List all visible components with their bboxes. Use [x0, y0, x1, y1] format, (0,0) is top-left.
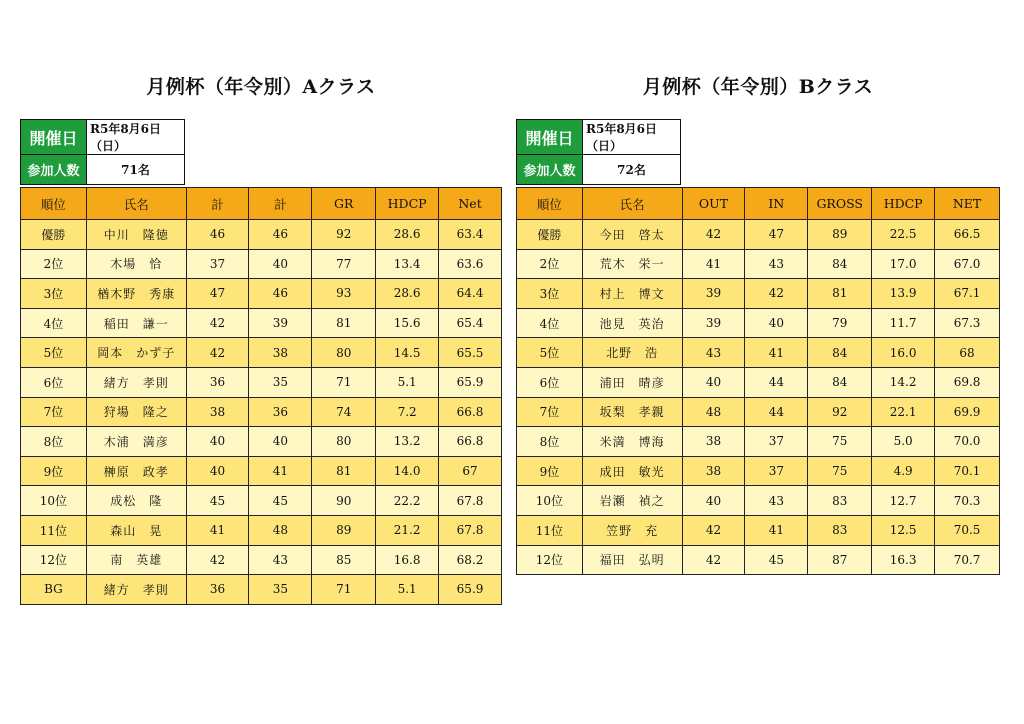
score-cell: 84 — [808, 249, 872, 279]
column-header: HDCP — [872, 188, 935, 220]
score-cell: 21.2 — [376, 515, 439, 545]
player-name-cell: 緒方 孝則 — [86, 367, 186, 397]
score-cell: 42 — [682, 515, 745, 545]
score-cell: 68 — [935, 338, 1000, 368]
score-cell: 7.2 — [376, 397, 439, 427]
score-cell: 81 — [312, 456, 376, 486]
table-row — [21, 427, 502, 457]
rank-cell: 10位 — [21, 486, 87, 516]
class-b-results-table — [516, 187, 1000, 575]
rank-cell: 8位 — [517, 427, 583, 457]
score-cell: 81 — [312, 308, 376, 338]
rank-cell: 3位 — [517, 279, 583, 309]
rank-cell: 9位 — [517, 456, 583, 486]
score-cell: 39 — [682, 308, 745, 338]
score-cell: 46 — [186, 220, 249, 250]
table-row — [21, 575, 502, 605]
score-cell: 67.1 — [935, 279, 1000, 309]
score-cell: 81 — [808, 279, 872, 309]
score-cell: 74 — [312, 397, 376, 427]
rank-cell: 2位 — [21, 249, 87, 279]
score-cell: 42 — [682, 220, 745, 250]
player-name-cell: 楢木野 秀康 — [86, 279, 186, 309]
score-cell: 67.3 — [935, 308, 1000, 338]
score-cell: 16.0 — [872, 338, 935, 368]
score-cell: 70.0 — [935, 427, 1000, 457]
table-row — [517, 220, 1000, 250]
score-cell: 5.0 — [872, 427, 935, 457]
class-a-header-row — [21, 188, 502, 220]
class-b-participants-value: 72名 — [583, 155, 681, 185]
score-cell: 36 — [249, 397, 312, 427]
class-b-participants-label: 参加人数 — [517, 155, 583, 185]
table-row — [517, 486, 1000, 516]
score-cell: 92 — [312, 220, 376, 250]
player-name-cell: 福田 弘明 — [582, 545, 682, 575]
score-cell: 79 — [808, 308, 872, 338]
score-cell: 28.6 — [376, 279, 439, 309]
score-cell: 70.7 — [935, 545, 1000, 575]
table-row — [517, 515, 1000, 545]
rank-cell: BG — [21, 575, 87, 605]
score-cell: 42 — [682, 545, 745, 575]
score-cell: 63.6 — [439, 249, 502, 279]
table-row — [517, 545, 1000, 575]
column-header: 氏名 — [582, 188, 682, 220]
player-name-cell: 成松 隆 — [86, 486, 186, 516]
score-cell: 42 — [186, 545, 249, 575]
player-name-cell: 中川 隆徳 — [86, 220, 186, 250]
score-cell: 80 — [312, 338, 376, 368]
rank-cell: 8位 — [21, 427, 87, 457]
column-header: 計 — [186, 188, 249, 220]
score-cell: 11.7 — [872, 308, 935, 338]
column-header: OUT — [682, 188, 745, 220]
score-cell: 83 — [808, 515, 872, 545]
table-row — [21, 486, 502, 516]
table-row — [21, 367, 502, 397]
score-cell: 14.2 — [872, 367, 935, 397]
score-cell: 69.8 — [935, 367, 1000, 397]
table-row — [21, 515, 502, 545]
score-cell: 41 — [249, 456, 312, 486]
score-cell: 65.4 — [439, 308, 502, 338]
score-cell: 75 — [808, 456, 872, 486]
column-header: IN — [745, 188, 808, 220]
player-name-cell: 村上 博文 — [582, 279, 682, 309]
score-cell: 65.9 — [439, 367, 502, 397]
class-a-date-value: R5年8月6日（日） — [87, 120, 185, 155]
score-cell: 35 — [249, 367, 312, 397]
player-name-cell: 荒木 栄一 — [582, 249, 682, 279]
column-header: 順位 — [21, 188, 87, 220]
player-name-cell: 北野 浩 — [582, 338, 682, 368]
player-name-cell: 南 英雄 — [86, 545, 186, 575]
rank-cell: 4位 — [517, 308, 583, 338]
score-cell: 65.9 — [439, 575, 502, 605]
table-row — [517, 308, 1000, 338]
table-row — [517, 367, 1000, 397]
score-cell: 5.1 — [376, 367, 439, 397]
score-cell: 67.8 — [439, 486, 502, 516]
score-cell: 40 — [249, 249, 312, 279]
score-cell: 93 — [312, 279, 376, 309]
score-cell: 35 — [249, 575, 312, 605]
score-cell: 37 — [186, 249, 249, 279]
rank-cell: 優勝 — [517, 220, 583, 250]
score-cell: 80 — [312, 427, 376, 457]
score-cell: 46 — [249, 279, 312, 309]
score-cell: 87 — [808, 545, 872, 575]
player-name-cell: 稲田 謙一 — [86, 308, 186, 338]
player-name-cell: 浦田 晴彦 — [582, 367, 682, 397]
table-row — [517, 338, 1000, 368]
rank-cell: 7位 — [517, 397, 583, 427]
player-name-cell: 米満 博海 — [582, 427, 682, 457]
score-cell: 45 — [186, 486, 249, 516]
rank-cell: 3位 — [21, 279, 87, 309]
class-a-title: 月例杯（年令別）Aクラス — [146, 76, 376, 98]
score-cell: 42 — [745, 279, 808, 309]
rank-cell: 11位 — [21, 515, 87, 545]
rank-cell: 7位 — [21, 397, 87, 427]
score-cell: 84 — [808, 338, 872, 368]
player-name-cell: 岩瀬 禎之 — [582, 486, 682, 516]
score-cell: 48 — [249, 515, 312, 545]
class-b-info-table — [516, 119, 681, 185]
score-cell: 43 — [249, 545, 312, 575]
score-cell: 16.3 — [872, 545, 935, 575]
rank-cell: 10位 — [517, 486, 583, 516]
table-row — [517, 279, 1000, 309]
score-cell: 43 — [745, 486, 808, 516]
class-b-date-value: R5年8月6日（日） — [583, 120, 681, 155]
score-cell: 89 — [808, 220, 872, 250]
score-cell: 92 — [808, 397, 872, 427]
table-row — [517, 249, 1000, 279]
score-cell: 77 — [312, 249, 376, 279]
score-cell: 70.3 — [935, 486, 1000, 516]
score-cell: 43 — [745, 249, 808, 279]
score-cell: 68.2 — [439, 545, 502, 575]
score-cell: 16.8 — [376, 545, 439, 575]
score-cell: 22.1 — [872, 397, 935, 427]
rank-cell: 5位 — [517, 338, 583, 368]
score-cell: 14.5 — [376, 338, 439, 368]
score-cell: 17.0 — [872, 249, 935, 279]
score-cell: 28.6 — [376, 220, 439, 250]
player-name-cell: 木浦 満彦 — [86, 427, 186, 457]
score-cell: 75 — [808, 427, 872, 457]
score-cell: 36 — [186, 367, 249, 397]
table-row — [517, 397, 1000, 427]
score-cell: 42 — [186, 338, 249, 368]
class-a-participants-value: 71名 — [87, 155, 185, 185]
score-cell: 66.5 — [935, 220, 1000, 250]
score-cell: 85 — [312, 545, 376, 575]
rank-cell: 9位 — [21, 456, 87, 486]
player-name-cell: 緒方 孝則 — [86, 575, 186, 605]
score-cell: 40 — [682, 486, 745, 516]
player-name-cell: 笠野 充 — [582, 515, 682, 545]
table-row — [21, 545, 502, 575]
class-b-date-label: 開催日 — [517, 120, 583, 155]
player-name-cell: 木場 恰 — [86, 249, 186, 279]
score-cell: 13.9 — [872, 279, 935, 309]
score-cell: 47 — [186, 279, 249, 309]
rank-cell: 4位 — [21, 308, 87, 338]
score-cell: 38 — [682, 427, 745, 457]
score-cell: 90 — [312, 486, 376, 516]
score-cell: 4.9 — [872, 456, 935, 486]
score-cell: 22.5 — [872, 220, 935, 250]
table-row — [517, 456, 1000, 486]
rank-cell: 優勝 — [21, 220, 87, 250]
score-cell: 13.4 — [376, 249, 439, 279]
score-cell: 44 — [745, 397, 808, 427]
score-cell: 84 — [808, 367, 872, 397]
table-row — [21, 279, 502, 309]
score-cell: 47 — [745, 220, 808, 250]
rank-cell: 6位 — [21, 367, 87, 397]
score-cell: 43 — [682, 338, 745, 368]
score-cell: 38 — [682, 456, 745, 486]
score-cell: 12.5 — [872, 515, 935, 545]
score-cell: 66.8 — [439, 427, 502, 457]
column-header: 氏名 — [86, 188, 186, 220]
player-name-cell: 今田 啓太 — [582, 220, 682, 250]
rank-cell: 5位 — [21, 338, 87, 368]
score-cell: 12.7 — [872, 486, 935, 516]
rank-cell: 12位 — [21, 545, 87, 575]
score-cell: 71 — [312, 575, 376, 605]
column-header: NET — [935, 188, 1000, 220]
score-cell: 69.9 — [935, 397, 1000, 427]
score-cell: 63.4 — [439, 220, 502, 250]
score-cell: 15.6 — [376, 308, 439, 338]
score-cell: 40 — [186, 456, 249, 486]
score-cell: 14.0 — [376, 456, 439, 486]
score-cell: 65.5 — [439, 338, 502, 368]
score-cell: 42 — [186, 308, 249, 338]
score-cell: 22.2 — [376, 486, 439, 516]
score-cell: 40 — [682, 367, 745, 397]
score-cell: 67.0 — [935, 249, 1000, 279]
player-name-cell: 池見 英治 — [582, 308, 682, 338]
score-cell: 39 — [249, 308, 312, 338]
score-cell: 44 — [745, 367, 808, 397]
player-name-cell: 森山 晃 — [86, 515, 186, 545]
score-cell: 41 — [745, 515, 808, 545]
score-cell: 40 — [745, 308, 808, 338]
rank-cell: 6位 — [517, 367, 583, 397]
score-cell: 36 — [186, 575, 249, 605]
column-header: GROSS — [808, 188, 872, 220]
class-b-header-row — [517, 188, 1000, 220]
table-row — [21, 338, 502, 368]
table-row — [21, 456, 502, 486]
score-cell: 71 — [312, 367, 376, 397]
score-cell: 40 — [186, 427, 249, 457]
table-row — [21, 249, 502, 279]
player-name-cell: 岡本 かず子 — [86, 338, 186, 368]
player-name-cell: 成田 敏光 — [582, 456, 682, 486]
column-header: Net — [439, 188, 502, 220]
score-cell: 89 — [312, 515, 376, 545]
score-cell: 38 — [186, 397, 249, 427]
table-row — [21, 397, 502, 427]
class-a-info-table — [20, 119, 185, 185]
score-cell: 67.8 — [439, 515, 502, 545]
class-a-date-label: 開催日 — [21, 120, 87, 155]
score-cell: 70.5 — [935, 515, 1000, 545]
table-row — [21, 308, 502, 338]
score-cell: 41 — [682, 249, 745, 279]
score-cell: 45 — [745, 545, 808, 575]
class-a-participants-label: 参加人数 — [21, 155, 87, 185]
score-cell: 46 — [249, 220, 312, 250]
score-cell: 67 — [439, 456, 502, 486]
rank-cell: 11位 — [517, 515, 583, 545]
score-cell: 5.1 — [376, 575, 439, 605]
column-header: GR — [312, 188, 376, 220]
score-cell: 13.2 — [376, 427, 439, 457]
column-header: HDCP — [376, 188, 439, 220]
score-cell: 39 — [682, 279, 745, 309]
score-cell: 41 — [186, 515, 249, 545]
player-name-cell: 榊原 政孝 — [86, 456, 186, 486]
table-row — [517, 427, 1000, 457]
score-cell: 48 — [682, 397, 745, 427]
score-cell: 64.4 — [439, 279, 502, 309]
column-header: 計 — [249, 188, 312, 220]
score-cell: 40 — [249, 427, 312, 457]
column-header: 順位 — [517, 188, 583, 220]
rank-cell: 12位 — [517, 545, 583, 575]
score-cell: 83 — [808, 486, 872, 516]
score-cell: 41 — [745, 338, 808, 368]
score-cell: 70.1 — [935, 456, 1000, 486]
class-a-results-table — [20, 187, 502, 605]
rank-cell: 2位 — [517, 249, 583, 279]
score-cell: 45 — [249, 486, 312, 516]
score-cell: 38 — [249, 338, 312, 368]
player-name-cell: 坂梨 孝親 — [582, 397, 682, 427]
class-b-title: 月例杯（年令別）Bクラス — [642, 76, 874, 98]
score-cell: 37 — [745, 456, 808, 486]
score-cell: 66.8 — [439, 397, 502, 427]
score-cell: 37 — [745, 427, 808, 457]
table-row — [21, 220, 502, 250]
player-name-cell: 狩場 隆之 — [86, 397, 186, 427]
